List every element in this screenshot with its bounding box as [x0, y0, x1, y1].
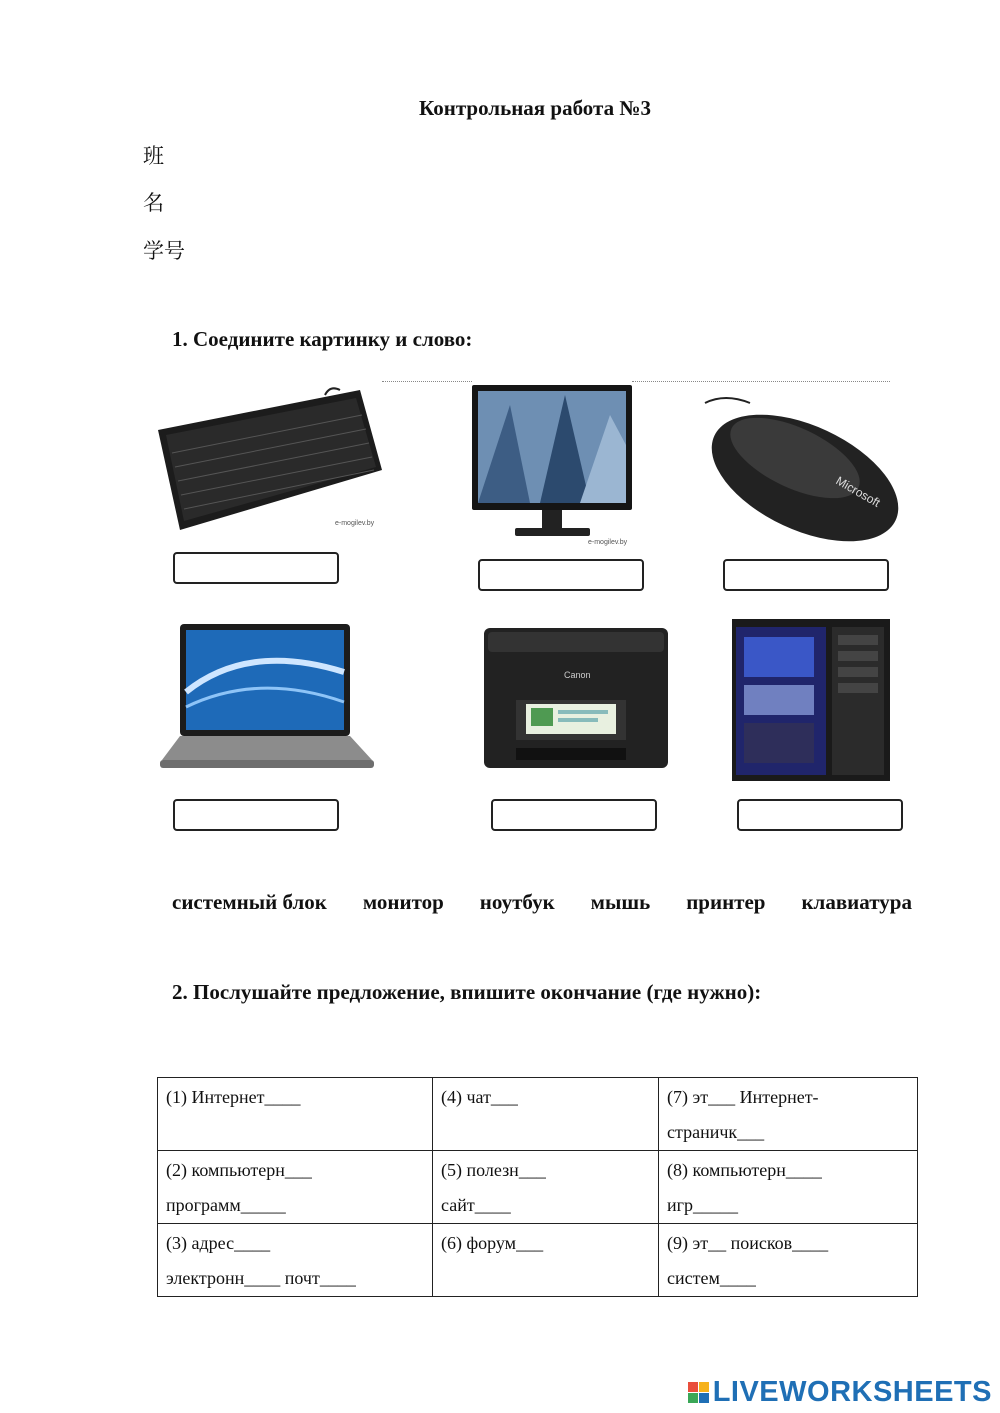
class-label: 班	[143, 144, 164, 168]
table-cell	[158, 1151, 433, 1224]
exercise-table	[157, 1077, 918, 1297]
table-cell	[158, 1078, 433, 1151]
monitor-image	[470, 385, 635, 547]
system-unit-image	[728, 615, 893, 783]
monitor-caption: e-mogilev.by	[588, 539, 628, 546]
question-2-heading: 2. Послушайте предложение, впишите окончание (где нужно):	[172, 980, 762, 1004]
cell-line: (4) чат___	[441, 1087, 518, 1107]
liveworksheets-icon	[688, 1382, 709, 1403]
cell-line: сайт____	[441, 1195, 511, 1215]
answer-box-printer[interactable]	[491, 799, 657, 831]
answer-box-system-unit[interactable]	[737, 799, 903, 831]
table-row	[158, 1151, 918, 1224]
answer-box-laptop[interactable]	[173, 799, 339, 831]
name-label: 名	[143, 191, 164, 215]
word-bank-item: принтер	[686, 890, 766, 914]
cell-line: (1) Интернет____	[166, 1087, 301, 1107]
answer-box-monitor[interactable]	[478, 559, 644, 591]
student-id-label: 学号	[143, 239, 185, 263]
mouse-image	[695, 388, 910, 543]
brand-text: LIVEWORKSHEETS	[712, 1376, 992, 1408]
cell-line: электронн____ почт____	[166, 1268, 356, 1288]
cell-line: (6) форум___	[441, 1233, 544, 1253]
cell-line: (2) компьютерн___	[166, 1160, 312, 1180]
table-row	[158, 1224, 918, 1297]
word-bank-item: ноутбук	[479, 890, 555, 914]
cell-line: (7) эт___ Интернет-	[667, 1087, 819, 1107]
table-cell	[659, 1224, 918, 1297]
cell-line: (9) эт__ поисков____	[667, 1233, 829, 1253]
cell-line: (3) адрес____	[166, 1233, 271, 1253]
divider	[632, 381, 890, 382]
mouse-brand: Microsoft	[833, 473, 883, 510]
cell-line: (5) полезн___	[441, 1160, 546, 1180]
table-cell	[659, 1151, 918, 1224]
cell-line: систем____	[667, 1268, 756, 1288]
table-cell	[433, 1224, 659, 1297]
word-bank-item: мышь	[590, 890, 651, 914]
page-title: Контрольная работа №3	[419, 96, 651, 120]
table-cell	[433, 1078, 659, 1151]
keyboard-caption: e-mogilev.by	[335, 520, 375, 527]
liveworksheets-logo	[688, 1376, 992, 1409]
question-1-heading: 1. Соедините картинку и слово:	[172, 327, 473, 351]
divider	[382, 381, 472, 382]
printer-brand: Canon	[564, 670, 591, 680]
word-bank-item: монитор	[362, 890, 444, 914]
answer-box-keyboard[interactable]	[173, 552, 339, 584]
table-cell	[659, 1078, 918, 1151]
answer-box-mouse[interactable]	[723, 559, 889, 591]
cell-line: страничк___	[667, 1122, 765, 1142]
word-bank-item: системный блок	[172, 890, 327, 914]
laptop-image	[158, 622, 378, 774]
table-cell	[158, 1224, 433, 1297]
table-cell	[433, 1151, 659, 1224]
cell-line: программ_____	[166, 1195, 286, 1215]
word-bank	[172, 890, 912, 915]
cell-line: (8) компьютерн____	[667, 1160, 822, 1180]
cell-line: игр_____	[667, 1195, 739, 1215]
keyboard-image	[150, 385, 385, 535]
word-bank-item: клавиатура	[801, 890, 912, 914]
printer-image	[476, 618, 676, 778]
table-row	[158, 1078, 918, 1151]
